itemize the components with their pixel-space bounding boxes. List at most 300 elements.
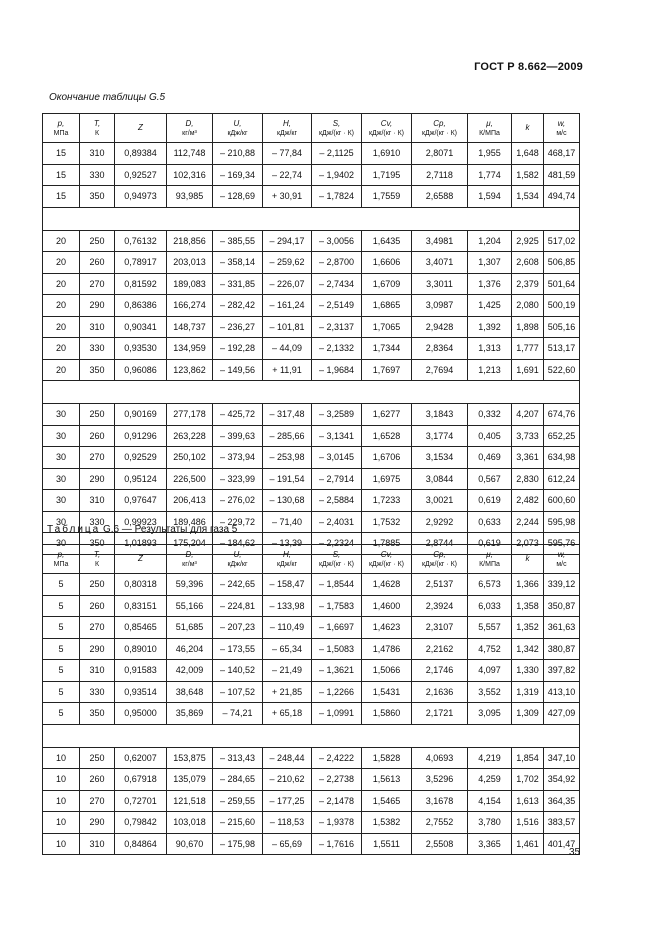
table-cell: 206,413: [167, 490, 213, 512]
table-cell: 481,59: [544, 164, 580, 186]
table-cell: 1,7195: [362, 164, 412, 186]
table-cell: 339,12: [544, 574, 580, 596]
table-cell: – 169,34: [213, 164, 263, 186]
column-header-unit: МПа: [53, 129, 69, 137]
table-cell: – 210,62: [263, 769, 312, 791]
table-body: [43, 574, 580, 855]
table-cell: 1,425: [468, 295, 512, 317]
column-header-symbol: U,: [233, 118, 242, 128]
table-cell: 506,85: [544, 252, 580, 274]
table-cell: – 191,54: [263, 468, 312, 490]
table-row: [43, 833, 580, 855]
table-cell: 0,469: [468, 447, 512, 469]
table-cell: 354,92: [544, 769, 580, 791]
table-cell: 218,856: [167, 230, 213, 252]
column-header-unit: кДж/(кг · К): [318, 129, 354, 137]
table-g5-caption: Окончание таблицы G.5: [49, 92, 166, 103]
table-cell: – 226,07: [263, 273, 312, 295]
table-cell: – 323,99: [213, 468, 263, 490]
table-cell: 0,93514: [115, 681, 167, 703]
table-cell: + 65,18: [263, 703, 312, 725]
table-g6-caption-rest: G.6 — Результаты для газа 5: [103, 524, 238, 535]
table-cell: 15: [43, 186, 80, 208]
table-cell: 30: [43, 404, 80, 426]
table-cell: – 259,55: [213, 790, 263, 812]
column-header-unit: кДж/кг: [276, 560, 298, 568]
table-cell: 1,213: [468, 359, 512, 381]
table-row: [43, 681, 580, 703]
table-cell: – 282,42: [213, 295, 263, 317]
table-cell: 42,009: [167, 660, 213, 682]
column-header-symbol: Cp,: [433, 549, 446, 559]
table-cell: 3,0021: [412, 490, 468, 512]
column-header-symbol: Z: [138, 554, 143, 563]
table-cell: 1,5613: [362, 769, 412, 791]
table-cell: 1,204: [468, 230, 512, 252]
table-cell: 3,5296: [412, 769, 468, 791]
table-cell: 3,0987: [412, 295, 468, 317]
table-cell: 1,392: [468, 316, 512, 338]
table-cell: 93,985: [167, 186, 213, 208]
table-cell: 3,4981: [412, 230, 468, 252]
table-row: [43, 186, 580, 208]
table-row: [43, 338, 580, 360]
table-cell: – 358,14: [213, 252, 263, 274]
table-cell: 1,330: [512, 660, 544, 682]
table-row: [43, 404, 580, 426]
table-cell: 1,648: [512, 143, 544, 165]
table-cell: 30: [43, 533, 80, 555]
table-cell: – 242,65: [213, 574, 263, 596]
table-cell: 0,86386: [115, 295, 167, 317]
table-cell: 2,379: [512, 273, 544, 295]
table-cell: 0,95000: [115, 703, 167, 725]
table-cell: 0,95124: [115, 468, 167, 490]
table-cell: 1,7233: [362, 490, 412, 512]
group-separator-cell: [43, 381, 580, 404]
column-header: [263, 114, 312, 143]
table-cell: – 215,60: [213, 812, 263, 834]
table-cell: 2,2162: [412, 638, 468, 660]
table-cell: – 128,69: [213, 186, 263, 208]
table-cell: 166,274: [167, 295, 213, 317]
table-cell: – 2,2738: [312, 769, 362, 791]
table-cell: 1,898: [512, 316, 544, 338]
table-cell: 2,7118: [412, 164, 468, 186]
table-cell: 1,5066: [362, 660, 412, 682]
table-cell: 1,6277: [362, 404, 412, 426]
table-cell: 35,869: [167, 703, 213, 725]
table-cell: 5,557: [468, 617, 512, 639]
table-cell: 2,8744: [412, 533, 468, 555]
column-header: [167, 545, 213, 574]
table-cell: 1,7532: [362, 511, 412, 533]
table-cell: 2,1746: [412, 660, 468, 682]
table-g5: [42, 113, 580, 555]
table-cell: 1,5382: [362, 812, 412, 834]
table-cell: 290: [80, 638, 115, 660]
table-cell: – 2,4031: [312, 511, 362, 533]
table-row: [43, 660, 580, 682]
table-cell: 1,313: [468, 338, 512, 360]
table-cell: 10: [43, 747, 80, 769]
column-header: [167, 114, 213, 143]
column-header-symbol: T,: [93, 118, 101, 128]
table-cell: 1,6706: [362, 447, 412, 469]
table-cell: – 2,7434: [312, 273, 362, 295]
table-cell: 1,516: [512, 812, 544, 834]
table-cell: 0,97647: [115, 490, 167, 512]
table-cell: – 1,5083: [312, 638, 362, 660]
column-header-unit: К: [94, 129, 100, 137]
table-cell: – 313,43: [213, 747, 263, 769]
table-cell: 310: [80, 833, 115, 855]
table-cell: – 2,8700: [312, 252, 362, 274]
table-cell: 5: [43, 617, 80, 639]
table-cell: 20: [43, 359, 80, 381]
column-header-symbol: μ,: [486, 549, 493, 559]
table-cell: 0,405: [468, 425, 512, 447]
column-header-symbol: μ,: [486, 118, 493, 128]
group-separator-row: [43, 207, 580, 230]
table-cell: 46,204: [167, 638, 213, 660]
column-header-symbol: Cv,: [380, 549, 393, 559]
table-cell: 5: [43, 681, 80, 703]
table-cell: – 1,6697: [312, 617, 362, 639]
table-cell: 277,178: [167, 404, 213, 426]
table-cell: – 65,34: [263, 638, 312, 660]
table-cell: 2,5508: [412, 833, 468, 855]
table-cell: 1,366: [512, 574, 544, 596]
table-cell: – 133,98: [263, 595, 312, 617]
table-cell: 20: [43, 295, 80, 317]
table-cell: 4,752: [468, 638, 512, 660]
table-cell: 1,702: [512, 769, 544, 791]
table-cell: 0,96086: [115, 359, 167, 381]
table-cell: – 2,4222: [312, 747, 362, 769]
table-cell: – 161,24: [263, 295, 312, 317]
table-cell: 1,854: [512, 747, 544, 769]
table-cell: – 229,72: [213, 511, 263, 533]
table-cell: 1,582: [512, 164, 544, 186]
table-row: [43, 295, 580, 317]
table-cell: 30: [43, 490, 80, 512]
table-cell: 15: [43, 164, 80, 186]
table-row: [43, 468, 580, 490]
table-cell: 310: [80, 660, 115, 682]
table-cell: – 2,2324: [312, 533, 362, 555]
column-header-unit: кДж/(кг · К): [368, 560, 404, 568]
table-cell: 310: [80, 490, 115, 512]
table-cell: 6,033: [468, 595, 512, 617]
table-cell: 30: [43, 425, 80, 447]
table-cell: – 253,98: [263, 447, 312, 469]
table-cell: 55,166: [167, 595, 213, 617]
table-cell: 10: [43, 769, 80, 791]
table-cell: 330: [80, 164, 115, 186]
table-cell: 1,6528: [362, 425, 412, 447]
table-cell: 1,4786: [362, 638, 412, 660]
table-cell: 4,259: [468, 769, 512, 791]
table-cell: 0,91296: [115, 425, 167, 447]
table-cell: – 13,39: [263, 533, 312, 555]
table-cell: – 1,0991: [312, 703, 362, 725]
table-cell: 501,64: [544, 273, 580, 295]
table-cell: – 285,66: [263, 425, 312, 447]
table-row: [43, 447, 580, 469]
table-cell: 5: [43, 595, 80, 617]
table-row: [43, 252, 580, 274]
table-cell: 1,461: [512, 833, 544, 855]
table-cell: – 192,28: [213, 338, 263, 360]
column-header-symbol: k: [525, 554, 530, 563]
table-cell: – 236,27: [213, 316, 263, 338]
table-cell: – 2,3137: [312, 316, 362, 338]
table-cell: 3,095: [468, 703, 512, 725]
column-header-unit: кДж/(кг · К): [368, 129, 404, 137]
table-cell: 1,5431: [362, 681, 412, 703]
table-cell: 1,4623: [362, 617, 412, 639]
table-cell: 500,19: [544, 295, 580, 317]
table-cell: 10: [43, 790, 80, 812]
column-header-unit: кг/м³: [182, 560, 197, 568]
column-header: [213, 545, 263, 574]
table-row: [43, 273, 580, 295]
table-row: [43, 595, 580, 617]
table-cell: – 65,69: [263, 833, 312, 855]
table-cell: 30: [43, 468, 80, 490]
table-cell: 260: [80, 252, 115, 274]
table-cell: 0,79842: [115, 812, 167, 834]
table-cell: 260: [80, 425, 115, 447]
table-cell: 5: [43, 703, 80, 725]
table-cell: 250,102: [167, 447, 213, 469]
table-cell: 4,219: [468, 747, 512, 769]
table-cell: – 1,9378: [312, 812, 362, 834]
table-cell: 270: [80, 790, 115, 812]
table-cell: – 284,65: [213, 769, 263, 791]
group-separator-cell: [43, 207, 580, 230]
column-header-symbol: T,: [93, 549, 101, 559]
table-cell: 3,1678: [412, 790, 468, 812]
table-cell: 260: [80, 595, 115, 617]
table-row: [43, 143, 580, 165]
table-cell: 517,02: [544, 230, 580, 252]
table-cell: – 294,17: [263, 230, 312, 252]
table-row: [43, 164, 580, 186]
column-header: [43, 114, 80, 143]
column-header: [512, 545, 544, 574]
column-header-symbol: H,: [283, 118, 291, 128]
table-cell: 3,733: [512, 425, 544, 447]
table-cell: 397,82: [544, 660, 580, 682]
table-cell: 1,6709: [362, 273, 412, 295]
column-header-symbol: k: [525, 123, 530, 132]
table-cell: 1,4600: [362, 595, 412, 617]
table-cell: – 385,55: [213, 230, 263, 252]
table-cell: – 3,2589: [312, 404, 362, 426]
table-cell: 0,619: [468, 490, 512, 512]
table-cell: 2,8071: [412, 143, 468, 165]
table-cell: 0,567: [468, 468, 512, 490]
table-cell: – 399,63: [213, 425, 263, 447]
table-cell: – 3,0145: [312, 447, 362, 469]
table-cell: 226,500: [167, 468, 213, 490]
table-cell: 383,57: [544, 812, 580, 834]
table-cell: 0,90169: [115, 404, 167, 426]
table-row: [43, 230, 580, 252]
table-cell: 1,7697: [362, 359, 412, 381]
table-cell: 1,594: [468, 186, 512, 208]
column-header-symbol: D,: [185, 549, 194, 559]
table-cell: 148,737: [167, 316, 213, 338]
table-cell: – 175,98: [213, 833, 263, 855]
table-cell: 2,1636: [412, 681, 468, 703]
column-header-unit: К/МПа: [479, 129, 500, 137]
column-header: [544, 114, 580, 143]
table-cell: 270: [80, 447, 115, 469]
table-cell: 1,342: [512, 638, 544, 660]
table-cell: + 21,85: [263, 681, 312, 703]
column-header-symbol: w,: [557, 118, 566, 128]
table-cell: 10: [43, 833, 80, 855]
table-cell: 1,352: [512, 617, 544, 639]
table-cell: 1,5828: [362, 747, 412, 769]
table-cell: 2,7552: [412, 812, 468, 834]
table-cell: 413,10: [544, 681, 580, 703]
table-cell: 6,573: [468, 574, 512, 596]
column-header-symbol: S,: [332, 118, 341, 128]
table-cell: 0,76132: [115, 230, 167, 252]
table-cell: 15: [43, 143, 80, 165]
table-row: [43, 359, 580, 381]
table-cell: 3,361: [512, 447, 544, 469]
table-cell: – 1,9684: [312, 359, 362, 381]
table-cell: 0,619: [468, 533, 512, 555]
table-cell: 1,307: [468, 252, 512, 274]
column-header: [468, 114, 512, 143]
table-cell: – 173,55: [213, 638, 263, 660]
table-cell: – 184,62: [213, 533, 263, 555]
table-cell: 350,87: [544, 595, 580, 617]
column-header-unit: кДж/(кг · К): [318, 560, 354, 568]
table-cell: 30: [43, 447, 80, 469]
table-cell: 330: [80, 681, 115, 703]
table-cell: 1,534: [512, 186, 544, 208]
table-cell: 1,5465: [362, 790, 412, 812]
table-cell: 0,80318: [115, 574, 167, 596]
column-header: [43, 545, 80, 574]
column-header-unit: кДж/кг: [276, 129, 298, 137]
table-cell: 123,862: [167, 359, 213, 381]
table-cell: 1,6910: [362, 143, 412, 165]
table-cell: 250: [80, 404, 115, 426]
table-cell: 4,207: [512, 404, 544, 426]
table-cell: – 158,47: [263, 574, 312, 596]
table-cell: – 22,74: [263, 164, 312, 186]
table-cell: 121,518: [167, 790, 213, 812]
standard-code: ГОСТ Р 8.662—2009: [474, 61, 583, 73]
column-header: [362, 545, 412, 574]
table-cell: 0,89010: [115, 638, 167, 660]
table-cell: 600,60: [544, 490, 580, 512]
table-cell: 5: [43, 660, 80, 682]
table-cell: 3,1774: [412, 425, 468, 447]
table-row: [43, 574, 580, 596]
column-header-unit: кДж/кг: [227, 560, 248, 568]
column-header-unit: К: [94, 560, 100, 568]
table-cell: 4,097: [468, 660, 512, 682]
table-cell: – 71,40: [263, 511, 312, 533]
column-header-symbol: w,: [557, 549, 566, 559]
table-cell: 260: [80, 769, 115, 791]
table-cell: – 276,02: [213, 490, 263, 512]
table-cell: 1,7559: [362, 186, 412, 208]
table-cell: – 101,81: [263, 316, 312, 338]
table-cell: – 77,84: [263, 143, 312, 165]
table-cell: 1,5511: [362, 833, 412, 855]
table-cell: – 248,44: [263, 747, 312, 769]
column-header-symbol: p,: [57, 549, 65, 559]
table-cell: 189,083: [167, 273, 213, 295]
table-cell: 250: [80, 574, 115, 596]
table-cell: 505,16: [544, 316, 580, 338]
table-cell: – 1,8544: [312, 574, 362, 596]
column-header-unit: МПа: [53, 560, 69, 568]
table-cell: – 3,1341: [312, 425, 362, 447]
table-cell: 1,319: [512, 681, 544, 703]
table-cell: + 30,91: [263, 186, 312, 208]
table-cell: 350: [80, 533, 115, 555]
table-row: [43, 790, 580, 812]
table-cell: 59,396: [167, 574, 213, 596]
table-cell: 2,7694: [412, 359, 468, 381]
table-cell: 350: [80, 186, 115, 208]
column-header-symbol: Cv,: [380, 118, 393, 128]
table-cell: 330: [80, 338, 115, 360]
table-cell: – 317,48: [263, 404, 312, 426]
table-cell: 250: [80, 747, 115, 769]
table-cell: 2,244: [512, 511, 544, 533]
group-separator-cell: [43, 724, 580, 747]
table-cell: 2,3924: [412, 595, 468, 617]
table-row: [43, 703, 580, 725]
table-cell: 595,98: [544, 511, 580, 533]
table-row: [43, 769, 580, 791]
table-cell: 2,1721: [412, 703, 468, 725]
table-cell: – 140,52: [213, 660, 263, 682]
table-cell: 0,93530: [115, 338, 167, 360]
table-cell: – 2,5149: [312, 295, 362, 317]
table-cell: – 107,52: [213, 681, 263, 703]
table-cell: 468,17: [544, 143, 580, 165]
table-cell: 134,959: [167, 338, 213, 360]
table-cell: – 2,1332: [312, 338, 362, 360]
column-header-symbol: U,: [233, 549, 242, 559]
table-cell: 347,10: [544, 747, 580, 769]
table-cell: 3,365: [468, 833, 512, 855]
table-cell: 1,6865: [362, 295, 412, 317]
table-cell: – 3,0056: [312, 230, 362, 252]
table-cell: 290: [80, 295, 115, 317]
table-cell: 203,013: [167, 252, 213, 274]
table-cell: – 331,85: [213, 273, 263, 295]
table-cell: 270: [80, 273, 115, 295]
table-cell: 0,92529: [115, 447, 167, 469]
table-row: [43, 617, 580, 639]
table-cell: 1,7885: [362, 533, 412, 555]
column-header-unit: м/с: [556, 129, 567, 137]
